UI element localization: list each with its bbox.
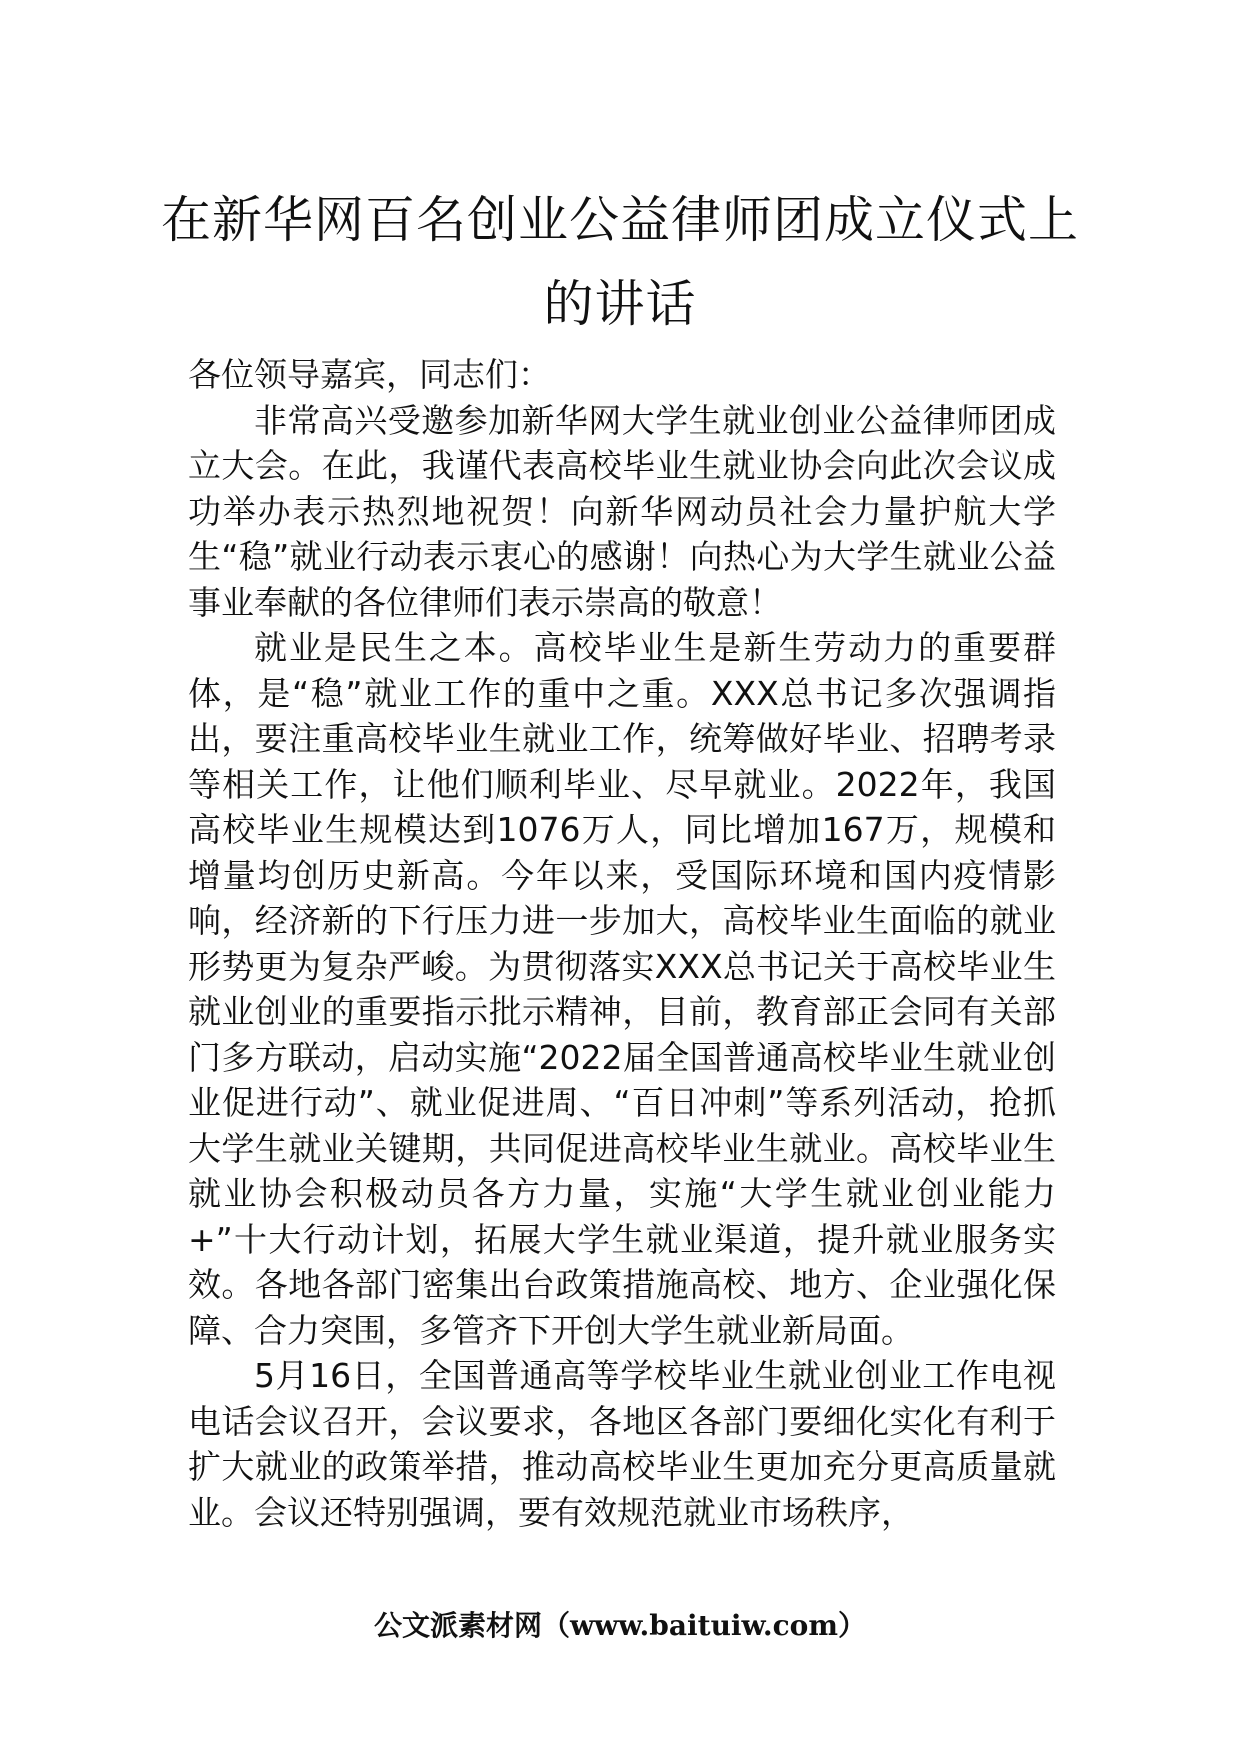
paragraph-3: 5月16日，全国普通高等学校毕业生就业创业工作电视电话会议召开，会议要求，各地区各部门要细化实化有利于扩大就业的政策举措，推动高校毕业生更加充分更高质量就业。会议还特别强调，要有效规范就业市场秩序， [188, 1356, 1056, 1532]
paragraph-2: 就业是民生之本。高校毕业生是新生劳动力的重要群体，是“稳”就业工作的重中之重。XXX总书记多次强调指出，要注重高校毕业生就业工作，统筹做好毕业、招聘考录等相关工作，让他们顺利毕业、尽早就业。2022年，我国高校毕业生规模达到1076万人，同比增加167万，规模和增量均创历史新高。今年以来，受国际环境和国内疫情影响，经济新的下行压力进一步加大，高校毕业生面临的就业形势更为复杂严峻。为贯彻落实XXX总书记关于高校毕业生就业创业的重要指示批示精神，目前，教育部正会同有关部门多方联动，启动实施“2022届全国普通高校毕业生就业创业促进行动”、就业促进周、“百日冲刺”等系列活动，抢抓大学生就业关键期，共同促进高校毕业生就业。高校毕业生就业协会积极动员各方力量，实施“大学生就业创业能力+”十大行动计划，拓展大学生就业渠道，提升就业服务实效。各地各部门密集出台政策措施高校、地方、企业强化保障、合力突围，多管齐下开创大学生就业新局面。 [188, 628, 1056, 1350]
title-line-2: 的讲话 [543, 275, 697, 333]
document-body [188, 352, 1056, 1535]
paragraph-1: 非常高兴受邀参加新华网大学生就业创业公益律师团成立大会。在此，我谨代表高校毕业生就业协会向此次会议成功举办表示热烈地祝贺！向新华网动员社会力量护航大学生“稳”就业行动表示衷心的感谢！向热心为大学生就业公益事业奉献的各位律师们表示崇高的敬意！ [188, 400, 1056, 622]
salutation: 各位领导嘉宾，同志们： [188, 355, 551, 394]
title-line-1: 在新华网百名创业公益律师团成立仪式上 [161, 191, 1079, 249]
document-title [150, 178, 1090, 346]
footer-source: 公文派素材网（www.baituiw.com） [374, 1609, 866, 1642]
